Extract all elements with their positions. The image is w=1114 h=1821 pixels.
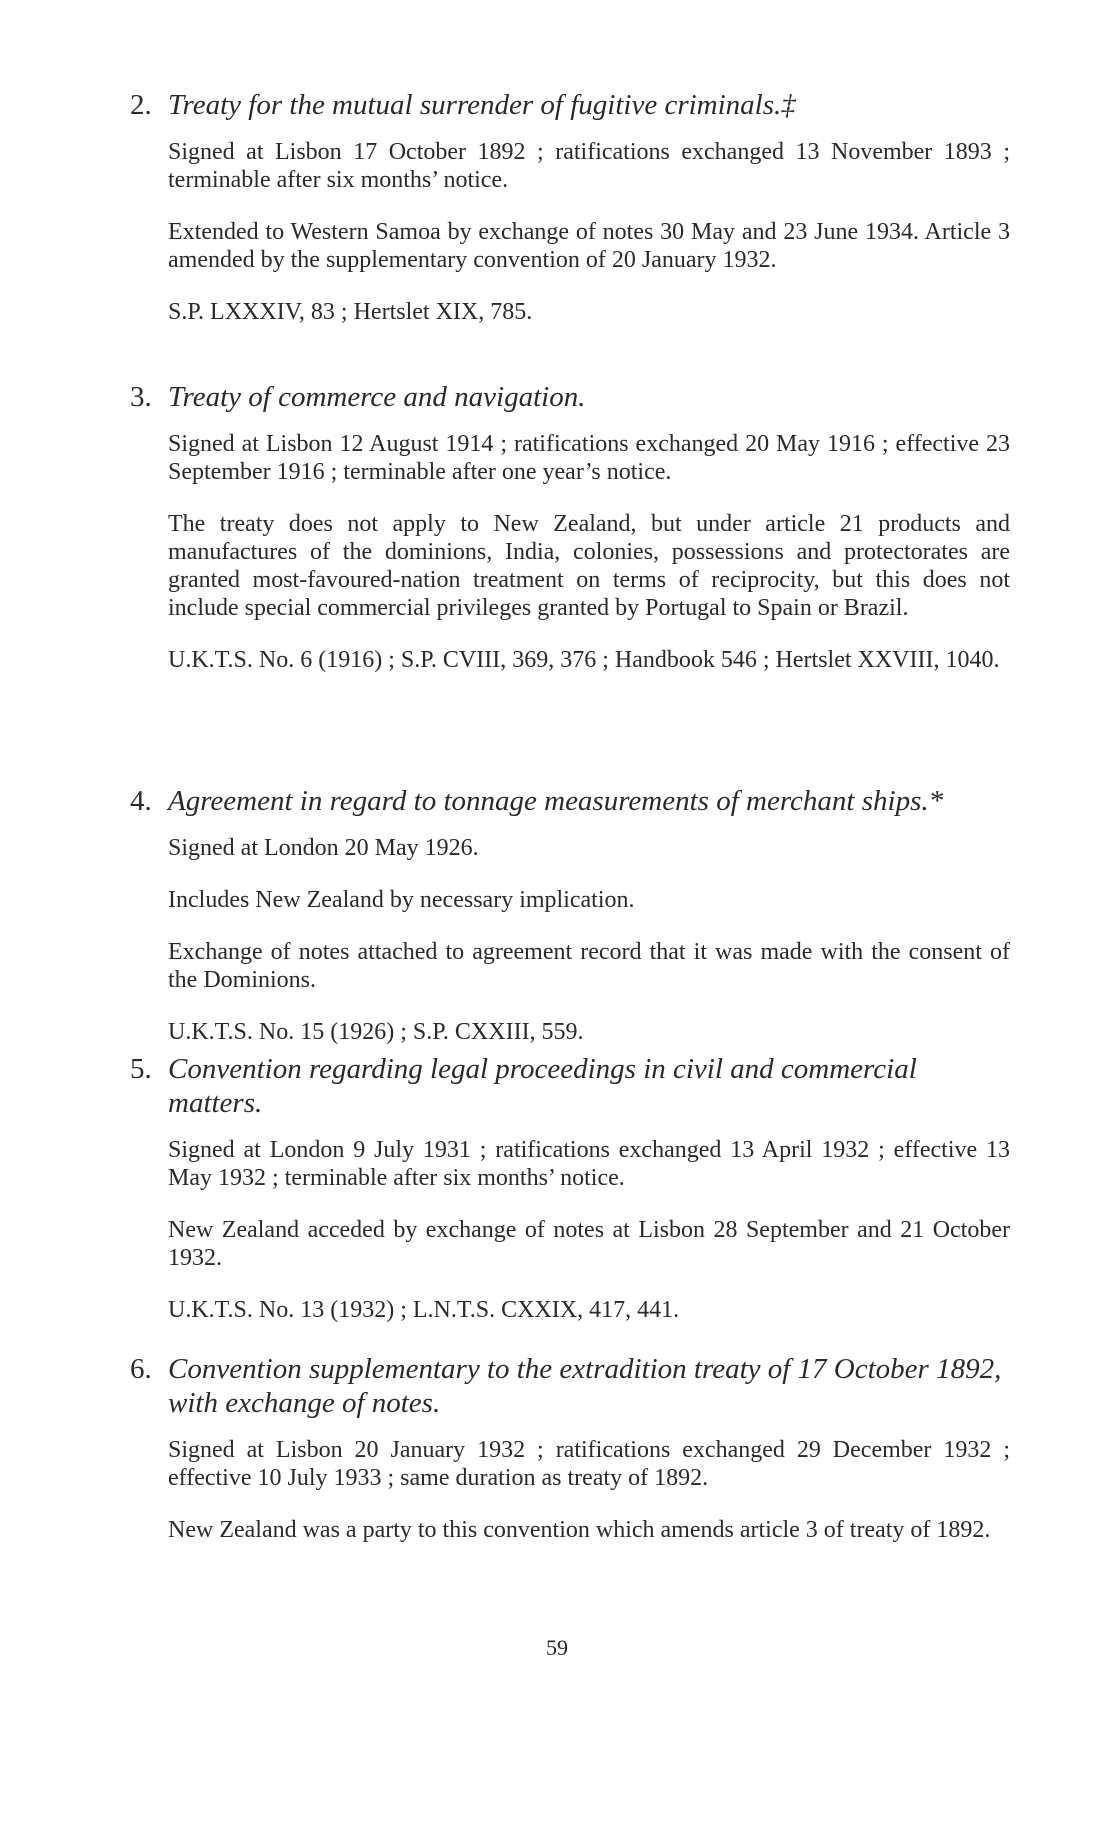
entry-title: Treaty of commerce and navigation. [168, 381, 586, 413]
entry-heading [130, 1352, 1010, 1420]
entry-reference: U.K.T.S. No. 15 (1926) ; S.P. CXXIII, 559. [168, 1019, 584, 1045]
entry-heading [130, 1052, 1010, 1120]
entry-paragraph: Extended to Western Samoa by exchange of notes 30 May and 23 June 1934. Article 3 amended by the supplementary convention of 20 January 1932. [168, 219, 1010, 273]
entry-paragraph: Signed at Lisbon 17 October 1892 ; ratifications exchanged 13 November 1893 ; terminable after six months’ notice. [168, 139, 1010, 193]
entry-title: Convention regarding legal proceedings in civil and commercial matters. [168, 1053, 917, 1119]
entry-reference: U.K.T.S. No. 6 (1916) ; S.P. CVIII, 369, 376 ; Handbook 546 ; Hertslet XXVIII, 1040. [168, 647, 1000, 673]
entry-paragraph: Signed at London 9 July 1931 ; ratifications exchanged 13 April 1932 ; effective 13 May 1932 ; terminable after six months’ notice. [168, 1137, 1010, 1191]
entry-number: 6. [130, 1353, 152, 1385]
entry-number: 2. [130, 89, 152, 121]
entry-title: Convention supplementary to the extradition treaty of 17 October 1892, with exchange of notes. [168, 1353, 1002, 1419]
treaty-entry-2 [130, 88, 1010, 337]
entry-number: 5. [130, 1053, 152, 1085]
entry-reference: S.P. LXXXIV, 83 ; Hertslet XIX, 785. [168, 299, 533, 325]
entry-heading [130, 380, 1010, 414]
entry-number: 3. [130, 381, 152, 413]
entry-paragraph: Signed at Lisbon 12 August 1914 ; ratifications exchanged 20 May 1916 ; effective 23 September 1916 ; terminable after one year’s notice. [168, 431, 1010, 485]
entry-paragraph: New Zealand acceded by exchange of notes at Lisbon 28 September and 21 October 1932. [168, 1217, 1010, 1271]
entry-number: 4. [130, 785, 152, 817]
entry-reference: U.K.T.S. No. 13 (1932) ; L.N.T.S. CXXIX, 417, 441. [168, 1297, 680, 1323]
treaty-entry-5 [130, 1052, 1010, 1335]
entry-paragraph: Signed at Lisbon 20 January 1932 ; ratifications exchanged 29 December 1932 ; effective 10 July 1933 ; same duration as treaty of 1892. [168, 1437, 1010, 1491]
entry-paragraph: Signed at London 20 May 1926. [168, 835, 479, 861]
entry-heading [130, 784, 1010, 818]
entry-paragraph: The treaty does not apply to New Zealand, but under article 21 products and manufactures of the dominions, India, colonies, possessions and protectorates are granted most-favoured-nation treatment on terms of reciprocity, but this does not include special commercial privileges granted by Portugal to Spain or Brazil. [168, 511, 1010, 621]
treaty-entry-6 [130, 1352, 1010, 1555]
entry-paragraph: Exchange of notes attached to agreement record that it was made with the consent of the Dominions. [168, 939, 1010, 993]
entry-title: Treaty for the mutual surrender of fugitive criminals.‡ [168, 89, 796, 121]
entry-title: Agreement in regard to tonnage measurements of merchant ships.* [168, 785, 944, 817]
page-number: 59 [546, 1635, 568, 1660]
treaty-entry-4 [130, 784, 1010, 1057]
entry-paragraph: Includes New Zealand by necessary implication. [168, 887, 635, 913]
entry-paragraph: New Zealand was a party to this convention which amends article 3 of treaty of 1892. [168, 1517, 991, 1543]
entry-heading [130, 88, 1010, 122]
treaty-entry-3 [130, 380, 1010, 685]
